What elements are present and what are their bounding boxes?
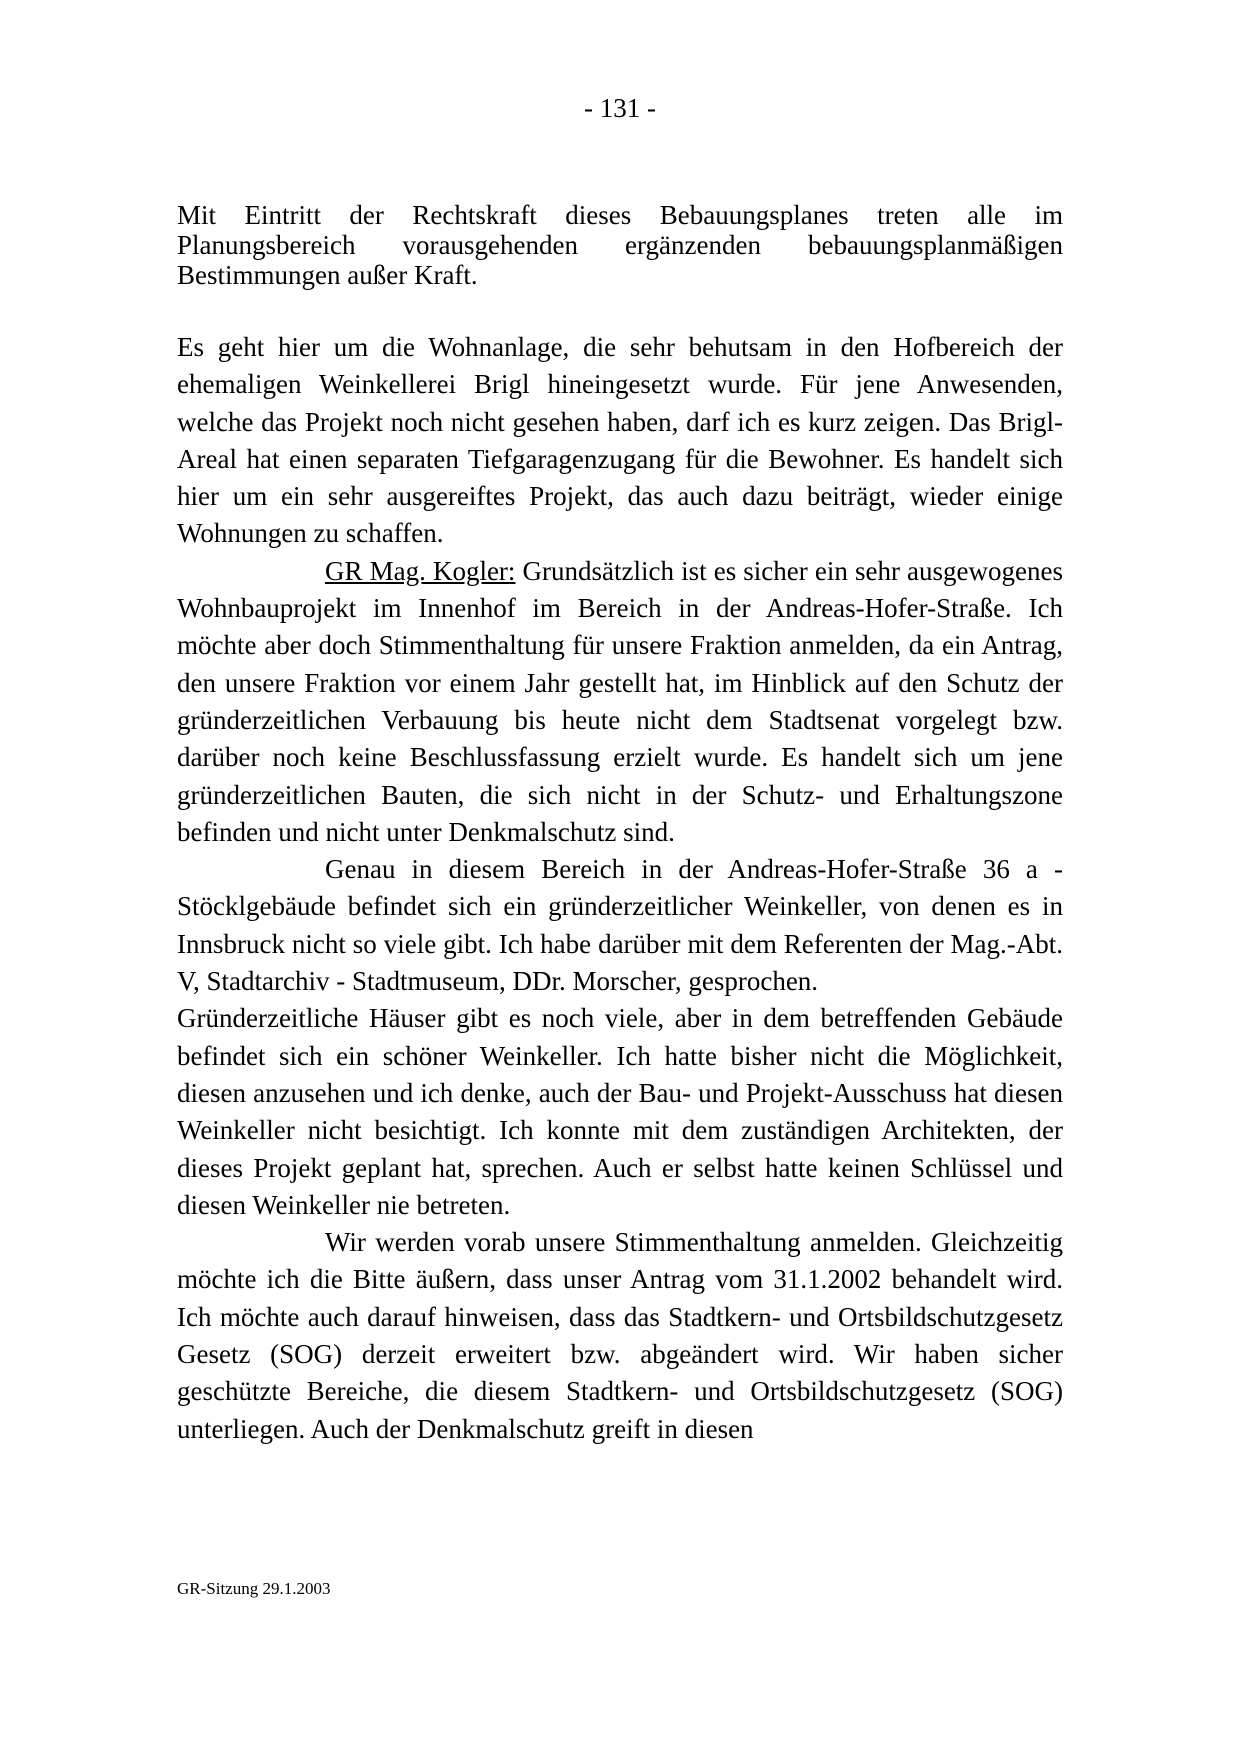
speaker-name: GR Mag. Kogler: (325, 555, 516, 586)
paragraph-1: Es geht hier um die Wohnanlage, die sehr behutsam in den Hofbereich der ehemaligen Weinkellerei Brigl hineingesetzt wurde. Für jene Anwesenden, welche das Projekt noch nicht gesehen haben, darf ich es kurz zeigen. Das Brigl-Areal hat einen separaten Tiefgaragenzugang für die Bewohner. Es handelt sich hier um ein sehr ausgereiftes Projekt, das auch dazu beiträgt, wieder einige Wohnungen zu schaffen. (177, 332, 1063, 549)
paragraph-5: Wir werden vorab unsere Stimmenthaltung anmelden. Gleichzeitig möchte ich die Bitte äußern, dass unser Antrag vom 31.1.2002 behandelt wird. Ich möchte auch darauf hinweisen, dass das Stadtkern- und Ortsbildschutzgesetz Gesetz (SOG) derzeit erweitert bzw. abgeändert wird. Wir haben sicher geschützte Bereiche, die diesem Stadtkern- und Ortsbildschutzgesetz (SOG) unterliegen. Auch der Denkmalschutz greift in diesen (177, 1227, 1063, 1444)
main-text (177, 329, 1063, 1448)
intro-paragraph: Mit Eintritt der Rechtskraft dieses Bebauungsplanes treten alle im Planungsbereich vorausgehenden ergänzenden bebauungsplanmäßigen Bestimmungen außer Kraft. (177, 200, 1063, 290)
footer-session-date: GR-Sitzung 29.1.2003 (177, 1579, 331, 1598)
paragraph-2-text: Grundsätzlich ist es sicher ein sehr ausgewogenes Wohnbauprojekt im Innenhof im Bereich in der Andreas-Hofer-Straße. Ich möchte aber doch Stimmenthaltung für unsere Fraktion anmelden, da ein Antrag, den unsere Fraktion vor einem Jahr gestellt hat, im Hinblick auf den Schutz der gründerzeitlichen Verbauung bis heute nicht dem Stadtsenat vorgelegt bzw. darüber noch keine Beschlussfassung erzielt wurde. Es handelt sich um jene gründerzeitlichen Bauten, die sich nicht in der Schutz- und Erhaltungszone befinden und nicht unter Denkmalschutz sind. (177, 555, 1063, 847)
paragraph-2 (177, 553, 1063, 851)
paragraph-4: Gründerzeitliche Häuser gibt es noch viele, aber in dem betreffenden Gebäude befindet sich ein schöner Weinkeller. Ich hatte bisher nicht die Möglichkeit, diesen anzusehen und ich denke, auch der Bau- und Projekt-Ausschuss hat diesen Weinkeller nicht besichtigt. Ich konnte mit dem zuständigen Architekten, der dieses Projekt geplant hat, sprechen. Auch er selbst hatte keinen Schlüssel und diesen Weinkeller nie betreten. (177, 1003, 1063, 1220)
page-number: - 131 - (584, 93, 656, 123)
paragraph-3: Genau in diesem Bereich in der Andreas-Hofer-Straße 36 a - Stöcklgebäude befindet sich ein gründerzeitlicher Weinkeller, von denen es in Innsbruck nicht so viele gibt. Ich habe darüber mit dem Referenten der Mag.-Abt. V, Stadtarchiv - Stadtmuseum, DDr. Morscher, gesprochen. (177, 854, 1063, 997)
